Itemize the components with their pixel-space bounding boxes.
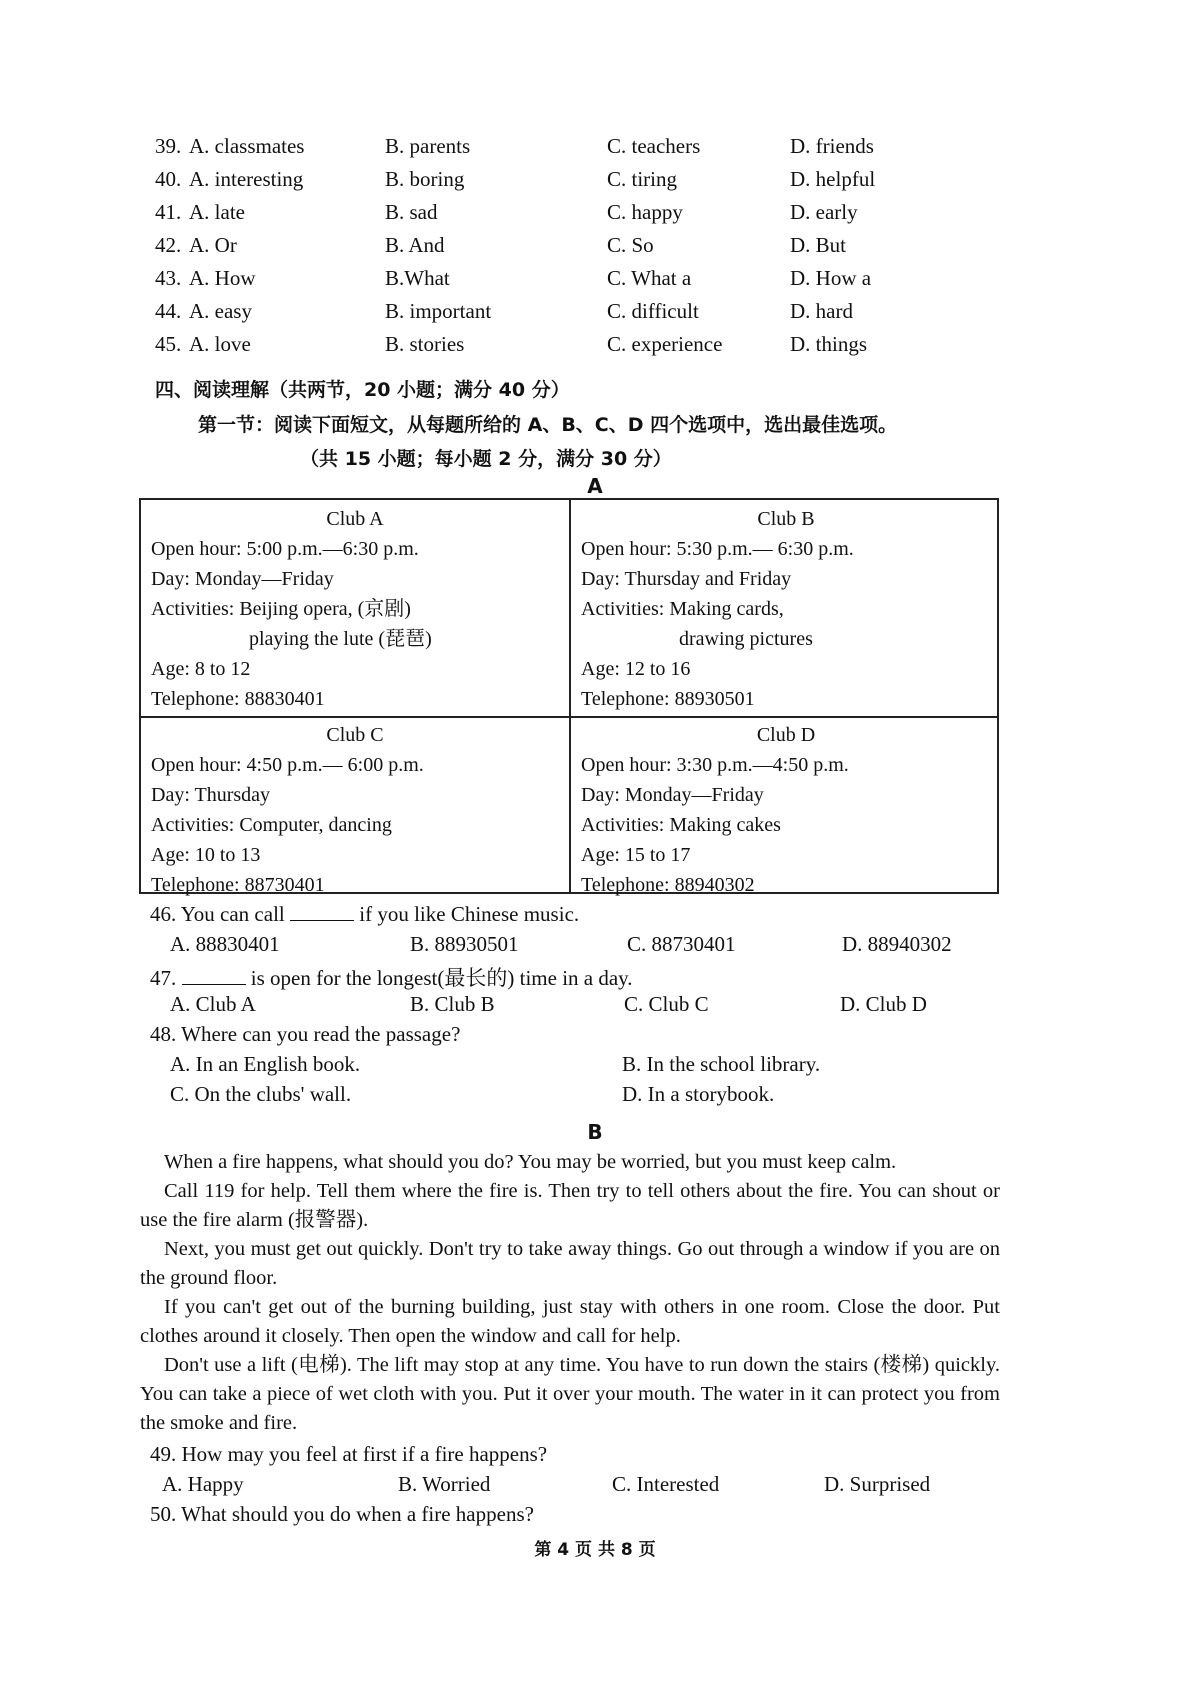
option-b: B. Worried — [398, 1472, 491, 1496]
club-activities-cont: playing the lute (琵琶) — [249, 628, 432, 650]
option-b: B. important — [385, 299, 492, 323]
option-a: A. love — [189, 332, 251, 356]
club-day: Day: Monday—Friday — [151, 568, 334, 590]
club-c-cell — [141, 720, 569, 900]
option-b: B.What — [385, 266, 450, 290]
option-d: D. things — [790, 332, 868, 356]
passage-label-b: B — [587, 1120, 603, 1144]
option-c: C. 88730401 — [627, 932, 736, 956]
club-name: Club B — [757, 508, 815, 530]
question-text: 47. — [150, 966, 177, 990]
option-row-40 — [0, 167, 1190, 197]
paragraph: If you can't get out of the burning building, just stay with others in one room. Close the door. Put clothes around it closely. Then open the window and call for help. — [140, 1296, 1000, 1347]
page-number: 第 4 页 共 8 页 — [534, 1540, 656, 1560]
option-d: D. Surprised — [824, 1472, 931, 1496]
club-activities-cont: drawing pictures — [679, 628, 813, 650]
section-title: 四、阅读理解（共两节，20 小题；满分 40 分） — [155, 379, 570, 401]
option-d: D. In a storybook. — [622, 1082, 775, 1106]
option-d: D. 88940302 — [842, 932, 952, 956]
club-age: Age: 8 to 12 — [151, 658, 251, 680]
option-row-44 — [0, 299, 1190, 329]
answer-blank — [182, 966, 246, 985]
club-day: Day: Thursday and Friday — [581, 568, 792, 590]
option-b: B. In the school library. — [622, 1052, 821, 1076]
option-d: D. How a — [790, 266, 872, 290]
club-age: Age: 15 to 17 — [581, 844, 691, 866]
option-d: D. friends — [790, 134, 874, 158]
paragraph: Don't use a lift (电梯). The lift may stop at any time. You have to run down the stairs (楼梯) quickly. You can take a piece of wet cloth with you. Put it over your mouth. The water in it can protect you from the smoke and fire. — [140, 1354, 1000, 1434]
option-c: C. experience — [607, 332, 723, 356]
club-name: Club D — [756, 724, 816, 746]
club-name: Club C — [326, 724, 384, 746]
question-text: is open for the longest(最长的) time in a day. — [250, 966, 633, 990]
question-50: 50. What should you do when a fire happens? — [150, 1502, 534, 1526]
question-47 — [150, 962, 633, 992]
option-c: C. Club C — [624, 992, 709, 1016]
option-a: A. Happy — [162, 1472, 244, 1496]
option-num: 44. — [155, 299, 182, 323]
club-d-cell — [571, 720, 1001, 900]
option-row-43 — [0, 266, 1190, 296]
option-c: C. On the clubs' wall. — [170, 1082, 352, 1106]
club-activities: Activities: Making cards, — [581, 598, 784, 620]
option-row-41 — [0, 200, 1190, 230]
question-text: if you like Chinese music. — [359, 902, 580, 926]
option-num: 42. — [155, 233, 182, 257]
option-num: 43. — [155, 266, 182, 290]
club-day: Day: Thursday — [151, 784, 271, 806]
club-age: Age: 10 to 13 — [151, 844, 261, 866]
club-open-hour: Open hour: 5:30 p.m.— 6:30 p.m. — [581, 538, 854, 560]
table-divider-horizontal — [141, 716, 997, 718]
club-telephone: Telephone: 88730401 — [151, 874, 325, 896]
option-c: C. happy — [607, 200, 683, 224]
section-instructions: 第一节：阅读下面短文，从每题所给的 A、B、C、D 四个选项中，选出最佳选项。 — [198, 414, 898, 436]
passage-b-text — [140, 1148, 1000, 1438]
option-a: A. In an English book. — [170, 1052, 361, 1076]
club-telephone: Telephone: 88830401 — [151, 688, 325, 710]
option-b: B. 88930501 — [410, 932, 519, 956]
option-c: C. So — [607, 233, 654, 257]
option-d: D. helpful — [790, 167, 876, 191]
club-a-cell — [141, 504, 569, 714]
option-a: A. Club A — [170, 992, 256, 1016]
option-b: B. And — [385, 233, 445, 257]
option-b: B. boring — [385, 167, 465, 191]
paragraph: Call 119 for help. Tell them where the fire is. Then try to tell others about the fire. You can shout or use the fire alarm (报警器). — [140, 1180, 1000, 1231]
option-b: B. sad — [385, 200, 438, 224]
club-activities: Activities: Beijing opera, (京剧) — [151, 598, 411, 620]
option-row-45 — [0, 332, 1190, 362]
option-a: 39. — [155, 134, 182, 158]
option-a: A. classmates — [189, 134, 305, 158]
passage-label-a: A — [587, 474, 603, 498]
option-b: B. parents — [385, 134, 471, 158]
question-text: 46. You can call — [150, 902, 285, 926]
section-scoring: （共 15 小题；每小题 2 分，满分 30 分） — [300, 448, 672, 470]
option-a: A. interesting — [189, 167, 304, 191]
club-age: Age: 12 to 16 — [581, 658, 691, 680]
option-num: 40. — [155, 167, 182, 191]
club-activities: Activities: Computer, dancing — [151, 814, 392, 836]
option-d: D. hard — [790, 299, 853, 323]
club-table — [139, 498, 999, 894]
paragraph: Next, you must get out quickly. Don't try to take away things. Go out through a window if you are on the ground floor. — [140, 1238, 1000, 1289]
club-b-cell — [571, 504, 1001, 714]
option-c: C. tiring — [607, 167, 678, 191]
option-num: 41. — [155, 200, 182, 224]
option-d: D. early — [790, 200, 858, 224]
option-row-42 — [0, 233, 1190, 263]
option-c: C. teachers — [607, 134, 701, 158]
club-activities: Activities: Making cakes — [581, 814, 781, 836]
option-a: A. Or — [189, 233, 237, 257]
question-46 — [150, 902, 579, 927]
question-48: 48. Where can you read the passage? — [150, 1022, 461, 1046]
club-telephone: Telephone: 88940302 — [581, 874, 755, 896]
club-open-hour: Open hour: 5:00 p.m.—6:30 p.m. — [151, 538, 419, 560]
club-telephone: Telephone: 88930501 — [581, 688, 755, 710]
option-d: D. Club D — [840, 992, 927, 1016]
paragraph: When a fire happens, what should you do? You may be worried, but you must keep calm. — [164, 1151, 897, 1173]
option-a: A. How — [189, 266, 256, 290]
club-open-hour: Open hour: 4:50 p.m.— 6:00 p.m. — [151, 754, 424, 776]
option-row-39 — [0, 134, 1190, 164]
option-c: C. What a — [607, 266, 692, 290]
club-day: Day: Monday—Friday — [581, 784, 764, 806]
option-c: C. difficult — [607, 299, 699, 323]
answer-blank — [290, 902, 354, 921]
option-b: B. Club B — [410, 992, 495, 1016]
option-a: A. late — [189, 200, 245, 224]
option-num: 45. — [155, 332, 182, 356]
option-d: D. But — [790, 233, 847, 257]
option-c: C. Interested — [612, 1472, 720, 1496]
option-a: A. easy — [189, 299, 252, 323]
option-a: A. 88830401 — [170, 932, 280, 956]
option-b: B. stories — [385, 332, 465, 356]
club-open-hour: Open hour: 3:30 p.m.—4:50 p.m. — [581, 754, 849, 776]
club-name: Club A — [326, 508, 384, 530]
question-49: 49. How may you feel at first if a fire happens? — [150, 1442, 548, 1466]
